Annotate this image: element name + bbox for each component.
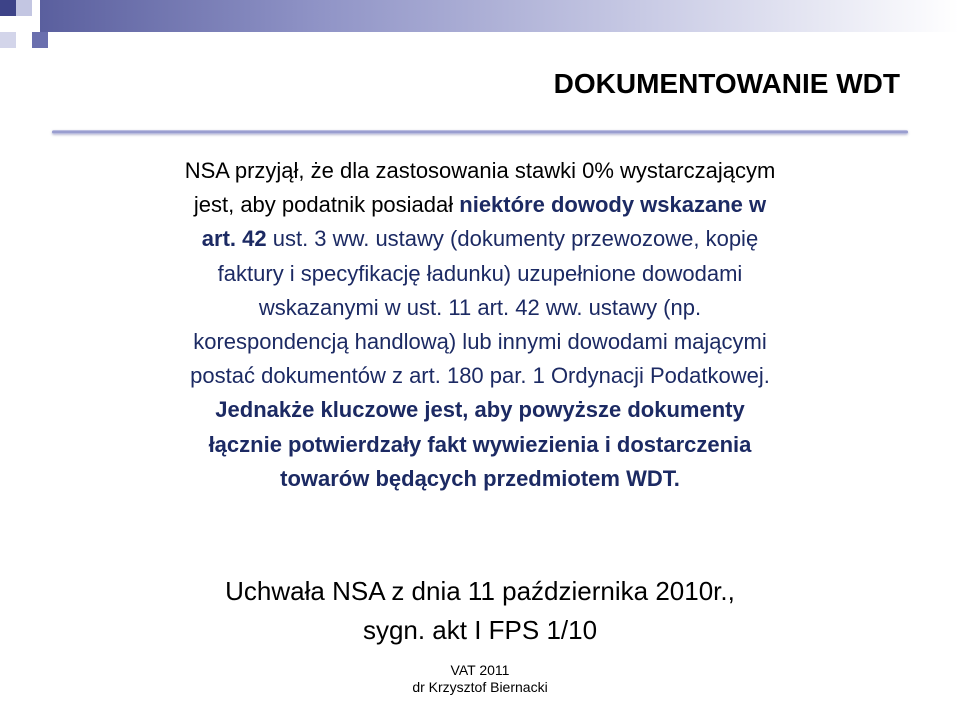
body-line-bold: Jednakże kluczowe jest, aby powyższe dokumenty bbox=[215, 397, 745, 423]
body-line bbox=[70, 222, 890, 256]
body-line: wskazanymi w ust. 11 art. 42 ww. ustawy (np. bbox=[258, 294, 702, 320]
footer-line: dr Krzysztof Biernacki bbox=[412, 679, 548, 695]
title-divider bbox=[52, 130, 908, 134]
body-line: NSA przyjął, że dla zastosowania stawki 0% wystarczającym bbox=[184, 158, 776, 183]
header-gradient-bar bbox=[40, 0, 959, 32]
citation-line: Uchwała NSA z dnia 11 października 2010r., bbox=[225, 576, 735, 606]
body-line-bold: towarów będących przedmiotem WDT. bbox=[280, 465, 680, 491]
body-text: ust. 3 ww. ustawy (dokumenty przewozowe, kopię bbox=[266, 226, 759, 252]
citation bbox=[60, 572, 900, 650]
body-line: korespondencją handlową) lub innymi dowodami mającymi bbox=[193, 329, 767, 355]
slide-title: DOKUMENTOWANIE WDT bbox=[553, 68, 900, 99]
decor-square bbox=[16, 16, 32, 32]
slide-footer bbox=[380, 662, 580, 696]
body-line-bold: łącznie potwierdzały fakt wywiezienia i dostarczenia bbox=[208, 431, 752, 457]
body-emphasis: art. 42 bbox=[201, 226, 267, 252]
body-line: faktury i specyfikację ładunku) uzupełnione dowodami bbox=[217, 260, 743, 286]
body-line bbox=[70, 188, 890, 222]
decor-square bbox=[16, 0, 32, 16]
decor-square bbox=[0, 32, 16, 48]
decor-square bbox=[0, 0, 16, 16]
body-line: postać dokumentów z art. 180 par. 1 Ordynacji Podatkowej. bbox=[190, 363, 770, 389]
body-emphasis: niektóre dowody wskazane w bbox=[459, 192, 767, 218]
body-text: jest, aby podatnik posiadał bbox=[193, 192, 460, 218]
decor-square bbox=[32, 32, 48, 48]
body-paragraph bbox=[70, 154, 890, 496]
citation-line: sygn. akt I FPS 1/10 bbox=[362, 615, 598, 645]
footer-line: VAT 2011 bbox=[450, 662, 510, 678]
